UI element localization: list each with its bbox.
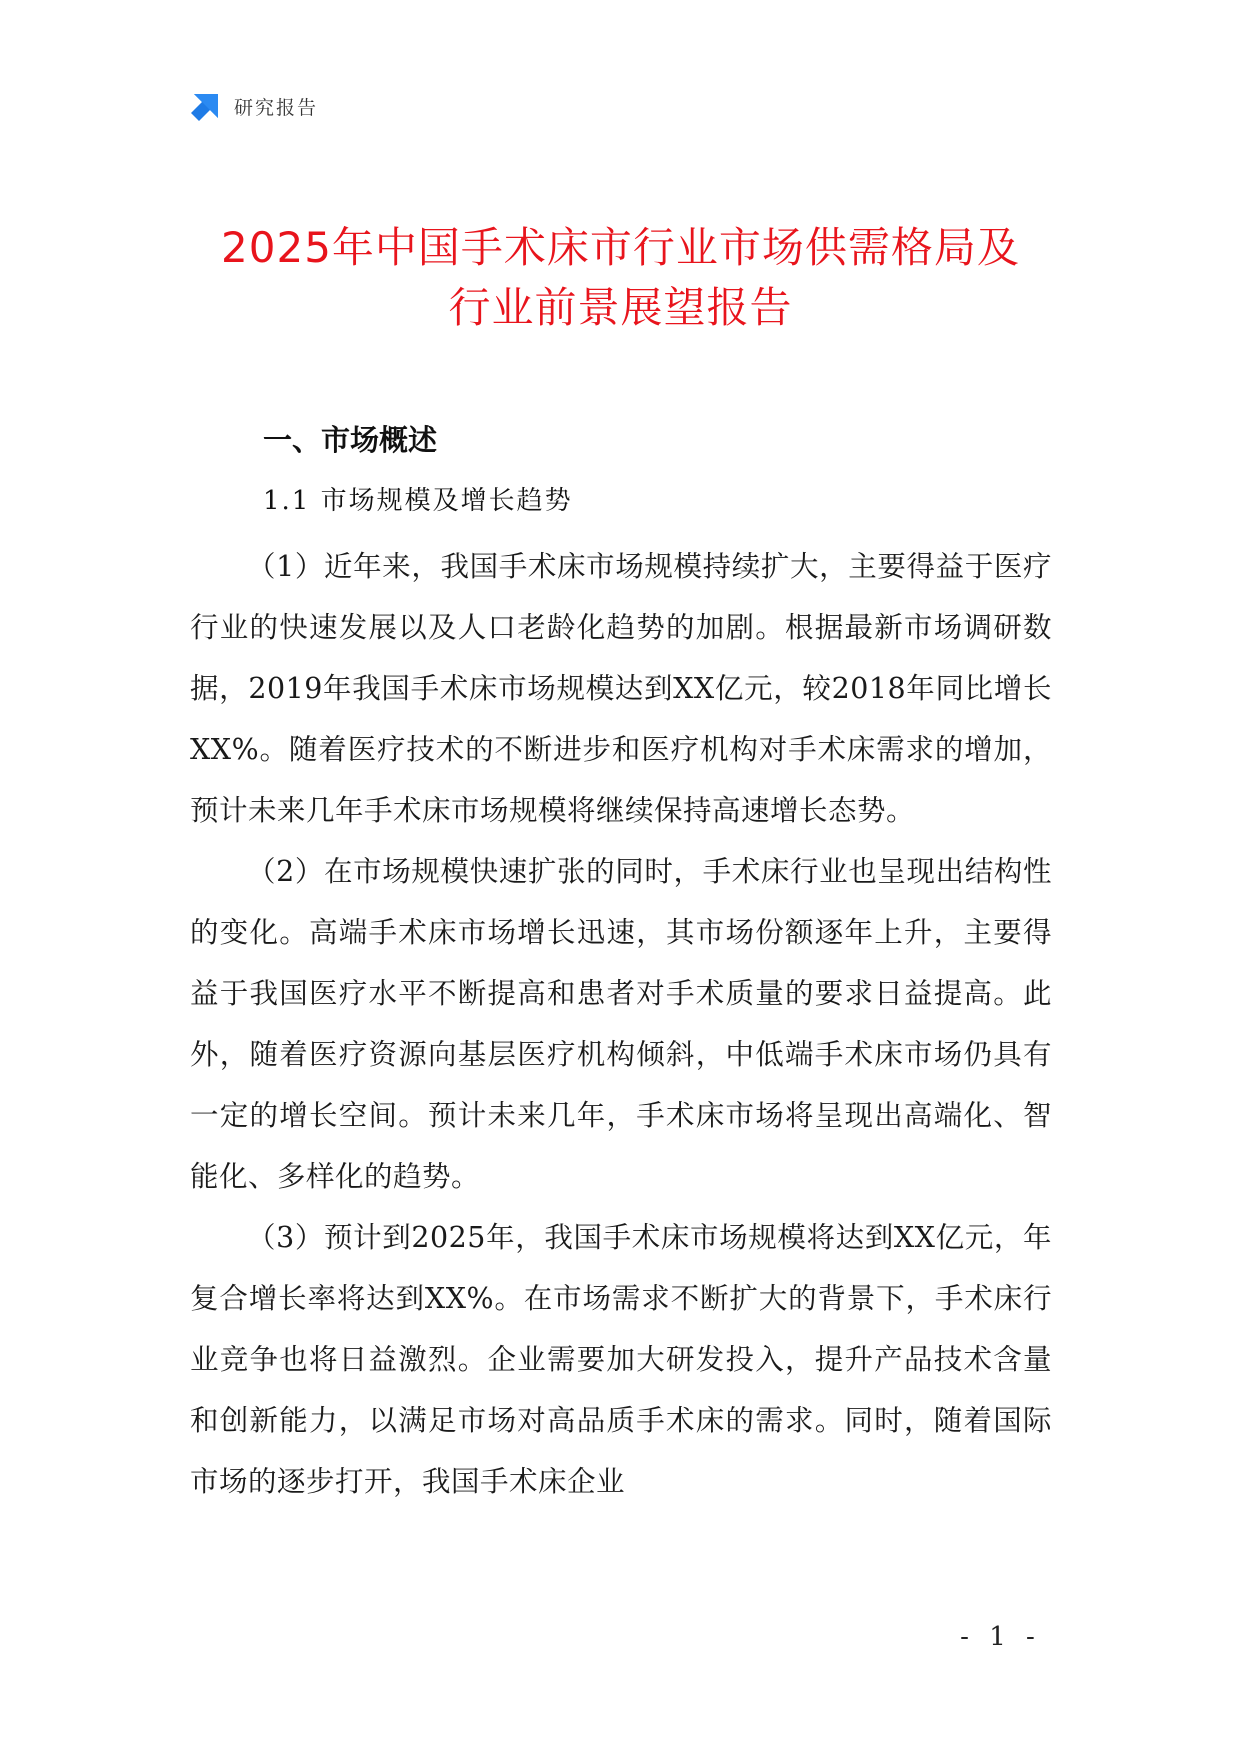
paragraph-3: （3）预计到2025年，我国手术床市场规模将达到XX亿元，年复合增长率将达到XX%。在市场需求不断扩大的背景下，手术床行业竞争也将日益激烈。企业需要加大研发投入，提升产品技术含量和创新能力，以满足市场对高品质手术床的需求。同时，随着国际市场的逐步打开，我国手术床企业	[190, 1221, 1052, 1498]
section-heading: 一、市场概述	[263, 423, 438, 457]
header-label: 研究报告	[234, 96, 319, 119]
report-header	[190, 88, 318, 124]
subsection-heading: 1.1 市场规模及增长趋势	[263, 486, 573, 516]
body-text	[190, 536, 1052, 1512]
title-line-1: 2025年中国手术床市行业市场供需格局及	[221, 223, 1020, 272]
document-title	[0, 218, 1241, 338]
arrow-up-right-icon	[190, 90, 222, 122]
title-line-2: 行业前景展望报告	[448, 283, 793, 332]
paragraph-1: （1）近年来，我国手术床市场规模持续扩大，主要得益于医疗行业的快速发展以及人口老龄化趋势的加剧。根据最新市场调研数据，2019年我国手术床市场规模达到XX亿元，较2018年同比增长XX%。随着医疗技术的不断进步和医疗机构对手术床需求的增加，预计未来几年手术床市场规模将继续保持高速增长态势。	[190, 550, 1052, 827]
page-number: - 1 -	[960, 1622, 1041, 1652]
paragraph-2: （2）在市场规模快速扩张的同时，手术床行业也呈现出结构性的变化。高端手术床市场增长迅速，其市场份额逐年上升，主要得益于我国医疗水平不断提高和患者对手术质量的要求日益提高。此外，随着医疗资源向基层医疗机构倾斜，中低端手术床市场仍具有一定的增长空间。预计未来几年，手术床市场将呈现出高端化、智能化、多样化的趋势。	[190, 855, 1052, 1193]
